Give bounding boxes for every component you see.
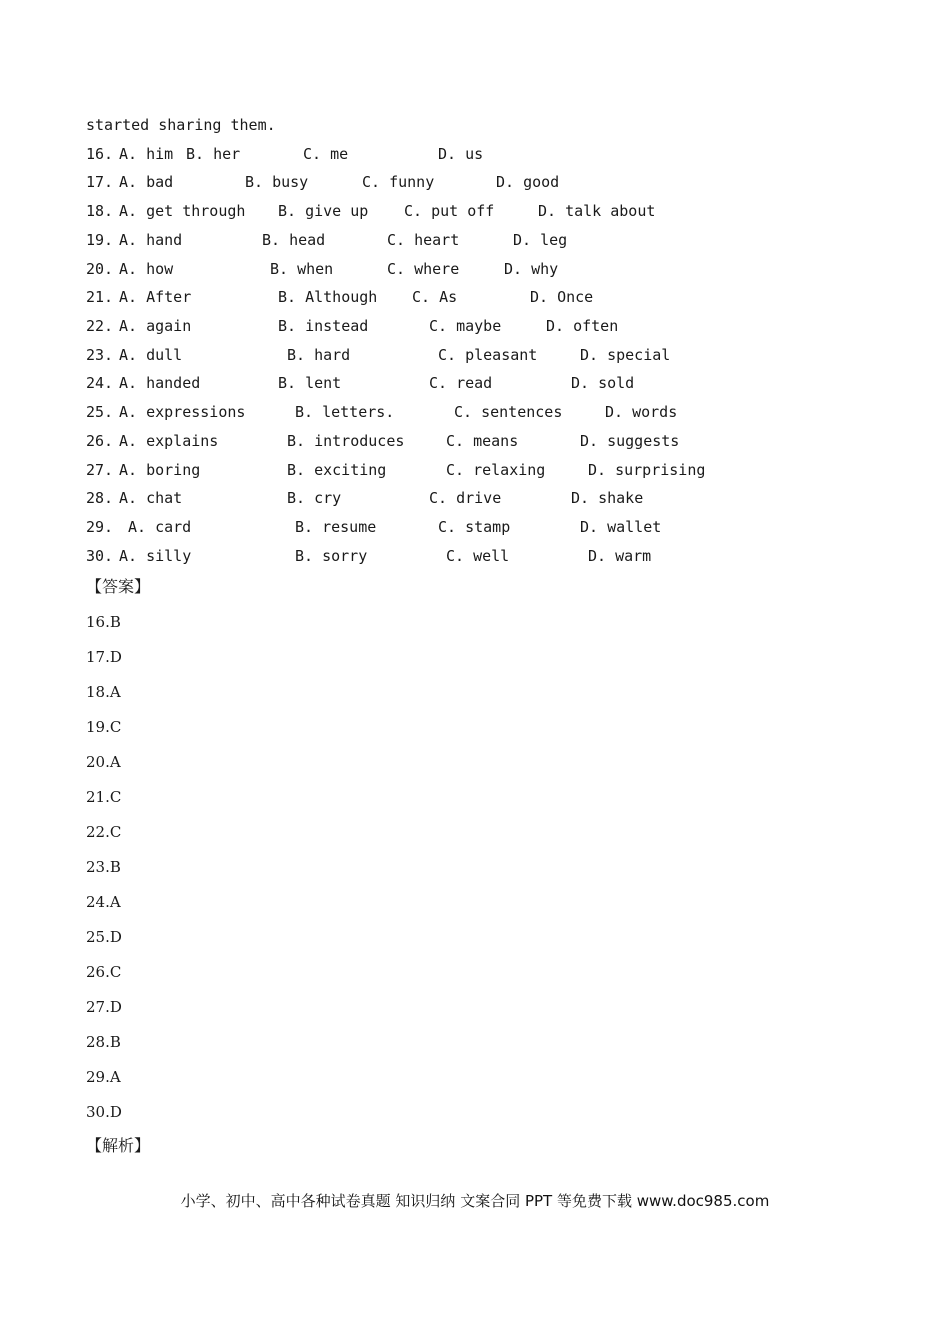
option-b: B. give up	[278, 202, 369, 220]
option-d: D. often	[546, 317, 619, 335]
page-footer: 小学、初中、高中各种试卷真题 知识归纳 文案合同 PPT 等免费下载 www.doc985.com	[180, 1192, 770, 1210]
answer-item: 21.C	[86, 788, 122, 806]
option-c: C. sentences	[454, 403, 563, 421]
option-b: B. letters.	[295, 403, 395, 421]
answer-item: 29.A	[86, 1068, 121, 1086]
question-row-25	[86, 403, 786, 423]
question-number: 17.	[86, 173, 114, 191]
question-row-30	[86, 547, 786, 567]
question-number: 22.	[86, 317, 114, 335]
option-d: D. talk about	[538, 202, 656, 220]
option-c: C. As	[412, 288, 458, 306]
option-b: B. exciting	[287, 461, 387, 479]
answer-item: 30.D	[86, 1103, 122, 1121]
option-a: A. get through	[119, 202, 246, 220]
option-d: D. wallet	[580, 518, 662, 536]
answer-item: 23.B	[86, 858, 121, 876]
option-d: D. leg	[513, 231, 568, 249]
question-row-24	[86, 374, 786, 394]
answer-item: 28.B	[86, 1033, 121, 1051]
option-c: C. pleasant	[438, 346, 538, 364]
question-number: 29.	[86, 518, 114, 536]
option-a: A. card	[128, 518, 192, 536]
answer-item: 18.A	[86, 683, 121, 701]
option-b: B. resume	[295, 518, 377, 536]
option-d: D. surprising	[588, 461, 706, 479]
question-number: 20.	[86, 260, 114, 278]
option-a: A. silly	[119, 547, 192, 565]
question-number: 25.	[86, 403, 114, 421]
option-a: A. boring	[119, 461, 201, 479]
question-row-20	[86, 260, 786, 280]
question-row-17	[86, 173, 786, 193]
option-b: B. her	[186, 145, 241, 163]
option-b: B. head	[262, 231, 326, 249]
option-c: C. put off	[404, 202, 495, 220]
option-c: C. maybe	[429, 317, 502, 335]
answer-item: 17.D	[86, 648, 122, 666]
option-d: D. words	[605, 403, 678, 421]
option-c: C. read	[429, 374, 493, 392]
option-a: A. how	[119, 260, 174, 278]
question-row-29	[86, 518, 786, 538]
question-row-19	[86, 231, 786, 251]
answer-item: 24.A	[86, 893, 121, 911]
question-row-26	[86, 432, 786, 452]
option-a: A. handed	[119, 374, 201, 392]
question-row-23	[86, 346, 786, 366]
option-b: B. hard	[287, 346, 351, 364]
question-number: 19.	[86, 231, 114, 249]
option-d: D. shake	[571, 489, 644, 507]
option-c: C. means	[446, 432, 519, 450]
question-row-21	[86, 288, 786, 308]
option-b: B. instead	[278, 317, 369, 335]
option-b: B. Although	[278, 288, 378, 306]
option-b: B. sorry	[295, 547, 368, 565]
option-d: D. good	[496, 173, 560, 191]
answer-heading: 【答案】	[86, 577, 151, 596]
question-number: 24.	[86, 374, 114, 392]
question-row-18	[86, 202, 786, 222]
question-row-28	[86, 489, 786, 509]
option-a: A. expressions	[119, 403, 246, 421]
question-number: 28.	[86, 489, 114, 507]
option-d: D. us	[438, 145, 484, 163]
option-b: B. lent	[278, 374, 342, 392]
answer-item: 26.C	[86, 963, 122, 981]
option-c: C. me	[303, 145, 349, 163]
option-d: D. sold	[571, 374, 635, 392]
option-a: A. again	[119, 317, 192, 335]
option-d: D. why	[504, 260, 559, 278]
option-a: A. explains	[119, 432, 219, 450]
answer-item: 19.C	[86, 718, 122, 736]
option-c: C. where	[387, 260, 460, 278]
option-a: A. him	[119, 145, 174, 163]
option-b: B. cry	[287, 489, 342, 507]
question-number: 16.	[86, 145, 114, 163]
option-c: C. stamp	[438, 518, 511, 536]
answer-item: 25.D	[86, 928, 122, 946]
option-a: A. After	[119, 288, 192, 306]
answer-item: 16.B	[86, 613, 121, 631]
option-b: B. busy	[245, 173, 309, 191]
question-number: 30.	[86, 547, 114, 565]
option-c: C. funny	[362, 173, 435, 191]
analysis-heading: 【解析】	[86, 1136, 151, 1155]
question-row-16	[86, 145, 786, 165]
option-d: D. suggests	[580, 432, 680, 450]
answer-item: 22.C	[86, 823, 122, 841]
intro-line: started sharing them.	[86, 116, 276, 134]
answer-item: 20.A	[86, 753, 121, 771]
option-c: C. well	[446, 547, 510, 565]
option-a: A. dull	[119, 346, 183, 364]
option-c: C. drive	[429, 489, 502, 507]
option-b: B. introduces	[287, 432, 405, 450]
option-a: A. bad	[119, 173, 174, 191]
option-d: D. special	[580, 346, 671, 364]
question-number: 27.	[86, 461, 114, 479]
question-number: 23.	[86, 346, 114, 364]
option-a: A. hand	[119, 231, 183, 249]
question-row-27	[86, 461, 786, 481]
question-number: 21.	[86, 288, 114, 306]
question-row-22	[86, 317, 786, 337]
option-d: D. warm	[588, 547, 652, 565]
option-b: B. when	[270, 260, 334, 278]
question-number: 18.	[86, 202, 114, 220]
question-number: 26.	[86, 432, 114, 450]
option-c: C. relaxing	[446, 461, 546, 479]
answer-item: 27.D	[86, 998, 122, 1016]
option-a: A. chat	[119, 489, 183, 507]
option-d: D. Once	[530, 288, 594, 306]
option-c: C. heart	[387, 231, 460, 249]
